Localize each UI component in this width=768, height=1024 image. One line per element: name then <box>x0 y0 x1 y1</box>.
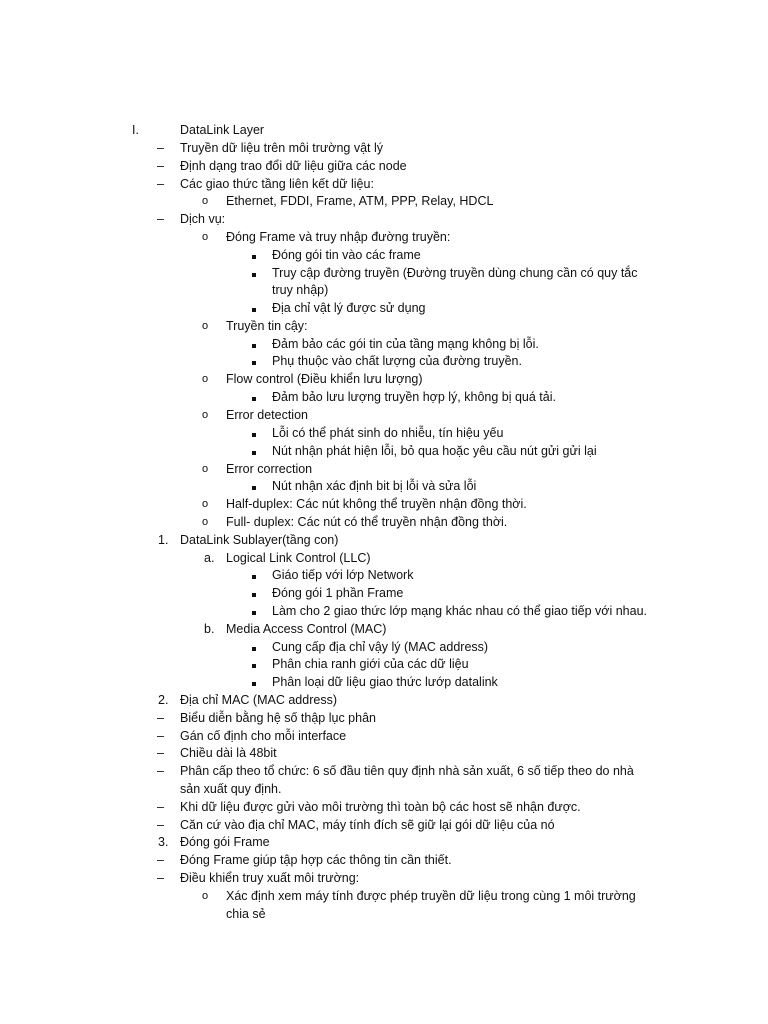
circle-bullet-icon: o <box>202 231 209 243</box>
text-line: Error correction <box>226 462 313 476</box>
text-line: Các giao thức tầng liên kết dữ liệu: <box>180 177 374 191</box>
dash-bullet-icon: – <box>157 853 164 867</box>
text-line: Đóng Frame và truy nhập đường truyền: <box>226 230 451 244</box>
dash-bullet-icon: – <box>157 818 164 832</box>
text-line: Truyền dữ liệu trên môi trường vật lý <box>180 141 384 155</box>
text-line: Căn cứ vào địa chỉ MAC, máy tính đích sẽ giữ lại gói dữ liệu của nó <box>180 818 555 832</box>
text-line: Làm cho 2 giao thức lớp mạng khác nhau có thể giao tiếp với nhau. <box>272 604 647 618</box>
text-line: Định dạng trao đổi dữ liệu giữa các node <box>180 159 407 173</box>
circle-bullet-icon: o <box>202 373 209 385</box>
text-line: Phụ thuộc vào chất lượng của đường truyền. <box>272 354 522 368</box>
square-bullet-icon <box>252 253 256 259</box>
list-number: I. <box>132 123 139 137</box>
text-line: truy nhập) <box>272 283 329 297</box>
dash-bullet-icon: – <box>157 159 164 173</box>
square-bullet-icon <box>252 449 256 455</box>
circle-bullet-icon: o <box>202 890 209 902</box>
text-line: Đóng gói 1 phần Frame <box>272 586 404 600</box>
dash-bullet-icon: – <box>157 746 164 760</box>
text-line: Cung cấp địa chỉ vậy lý (MAC address) <box>272 640 489 654</box>
square-bullet-icon <box>252 306 256 312</box>
text-line: Lỗi có thể phát sinh do nhiễu, tín hiệu yếu <box>272 426 504 440</box>
text-line: Truyền tin cậy: <box>226 319 308 333</box>
square-bullet-icon <box>252 342 256 348</box>
list-number: b. <box>204 622 215 636</box>
text-line: Phân cấp theo tổ chức: 6 số đầu tiên quy định nhà sản xuất, 6 số tiếp theo do nhà <box>180 764 634 778</box>
text-line: sản xuất quy định. <box>180 782 282 796</box>
text-line: Giáo tiếp với lớp Network <box>272 568 414 582</box>
text-line: Ethernet, FDDI, Frame, ATM, PPP, Relay, HDCL <box>226 194 494 208</box>
text-line: Xác định xem máy tính được phép truyền dữ liệu trong cùng 1 môi trường <box>226 889 636 903</box>
dash-bullet-icon: – <box>157 871 164 885</box>
text-line: Biểu diễn bằng hệ số thập lục phân <box>180 711 376 725</box>
text-line: Chiều dài là 48bit <box>180 746 277 760</box>
text-line: Half-duplex: Các nút không thể truyền nhận đồng thời. <box>226 497 527 511</box>
list-number: 2. <box>158 693 169 707</box>
text-line: Gán cố định cho mỗi interface <box>180 729 347 743</box>
text-line: Truy cập đường truyền (Đường truyền dùng chung cần có quy tắc <box>272 266 638 280</box>
text-line: Phân chia ranh giới của các dữ liệu <box>272 657 469 671</box>
text-line: Logical Link Control (LLC) <box>226 551 371 565</box>
text-line: DataLink Sublayer(tầng con) <box>180 533 339 547</box>
dash-bullet-icon: – <box>157 764 164 778</box>
dash-bullet-icon: – <box>157 212 164 226</box>
square-bullet-icon <box>252 591 256 597</box>
dash-bullet-icon: – <box>157 711 164 725</box>
text-line: Đóng gói Frame <box>180 835 270 849</box>
list-number: 3. <box>158 835 169 849</box>
circle-bullet-icon: o <box>202 463 209 475</box>
text-line: Khi dữ liệu được gửi vào môi trường thì toàn bộ các host sẽ nhận được. <box>180 800 581 814</box>
text-line: Phân loại dữ liệu giao thức lướp datalink <box>272 675 498 689</box>
text-line: Địa chỉ MAC (MAC address) <box>180 693 337 707</box>
circle-bullet-icon: o <box>202 498 209 510</box>
text-line: Đóng gói tin vào các frame <box>272 248 421 262</box>
square-bullet-icon <box>252 359 256 365</box>
circle-bullet-icon: o <box>202 409 209 421</box>
text-line: Media Access Control (MAC) <box>226 622 387 636</box>
text-line: DataLink Layer <box>180 123 265 137</box>
list-number: 1. <box>158 533 169 547</box>
circle-bullet-icon: o <box>202 195 209 207</box>
square-bullet-icon <box>252 431 256 437</box>
text-line: Điều khiển truy xuất môi trường: <box>180 871 360 885</box>
square-bullet-icon <box>252 609 256 615</box>
dash-bullet-icon: – <box>157 177 164 191</box>
dash-bullet-icon: – <box>157 800 164 814</box>
square-bullet-icon <box>252 680 256 686</box>
text-line: Full- duplex: Các nút có thể truyền nhận đồng thời. <box>226 515 508 529</box>
dash-bullet-icon: – <box>157 141 164 155</box>
text-line: Nút nhận phát hiện lỗi, bỏ qua hoặc yêu cầu nút gửi gửi lại <box>272 444 597 458</box>
dash-bullet-icon: – <box>157 729 164 743</box>
square-bullet-icon <box>252 484 256 490</box>
square-bullet-icon <box>252 662 256 668</box>
text-line: Error detection <box>226 408 308 422</box>
list-number: a. <box>204 551 215 565</box>
text-line: Nút nhận xác định bit bị lỗi và sửa lỗi <box>272 479 477 493</box>
text-line: chia sẻ <box>226 907 266 921</box>
text-line: Đóng Frame giúp tập hợp các thông tin cần thiết. <box>180 853 452 867</box>
text-line: Flow control (Điều khiển lưu lượng) <box>226 372 423 386</box>
square-bullet-icon <box>252 645 256 651</box>
circle-bullet-icon: o <box>202 320 209 332</box>
text-line: Đảm bảo lưu lượng truyền hợp lý, không bị quá tải. <box>272 390 556 404</box>
square-bullet-icon <box>252 395 256 401</box>
circle-bullet-icon: o <box>202 516 209 528</box>
text-line: Dịch vụ: <box>180 212 226 226</box>
square-bullet-icon <box>252 271 256 277</box>
square-bullet-icon <box>252 573 256 579</box>
text-line: Địa chỉ vật lý được sử dụng <box>272 301 426 315</box>
text-line: Đảm bảo các gói tin của tầng mạng không bị lỗi. <box>272 337 539 351</box>
